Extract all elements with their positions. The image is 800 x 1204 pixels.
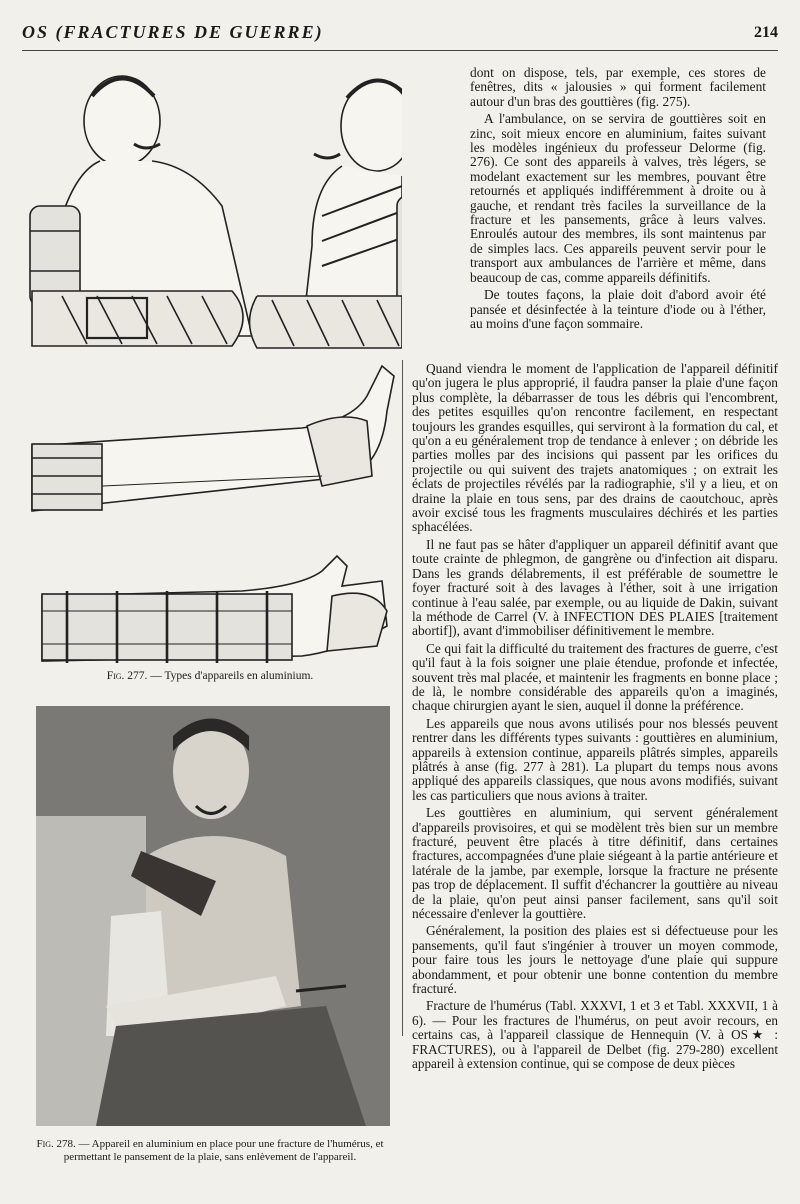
figure-277	[22, 66, 402, 666]
paragraph: Les gouttières en aluminium, qui servent généralement d'appareils provisoires, et qui se modèlent très bien sur un membre fracturé, peuvent être placés à titre définitif, dans certaines fractures, accompagnées d'une plaie siégeant à la partie antérieure et latérale de la jambe, par exemple, lorsque la fracture ne présente pas trop de déplacement. Il suffit d'échancrer la gouttière au niveau de la plaie, qu'on peut ainsi panser facilement, sans qu'il soit nécessaire d'enlever la gouttière.	[412, 805, 778, 922]
right-column-top	[470, 66, 766, 334]
paragraph: Généralement, la position des plaies est si défectueuse pour les pansements, qu'il faut s'ingénier à trouver un moyen commode, pour faire tous les jours le nettoyage d'une plaie qui suppure abondamment, et pour obtenir une bonne contention du membre fracturé.	[412, 923, 778, 997]
figure-278-caption	[30, 1138, 390, 1163]
figure-277-label: Fig. 277.	[106, 670, 148, 682]
section-humerus: Fracture de l'humérus (Tabl. XXXVI, 1 et 3 et Tabl. XXXVII, 1 à 6). — Pour les fractures de l'humérus, on peut avoir recours, en certains cas, à l'appareil classique de Hennequin (V. à OS★ : FRACTURES), ou à l'appareil de Delbet (fig. 279-280) excellent appareil à extension continue, qui se compose de deux pièces	[412, 998, 778, 1072]
paragraph: dont on dispose, tels, par exemple, ces stores de fenêtres, dits « jalousies » qui forment facilement autour d'un bras des gouttières (fig. 275).	[470, 65, 766, 109]
running-title: OS (FRACTURES DE GUERRE)	[22, 22, 324, 42]
page-header	[22, 22, 778, 48]
leg-splint-2	[42, 556, 387, 663]
figure-278-photo	[36, 706, 390, 1126]
figure-278-photo-art	[36, 706, 390, 1126]
header-rule	[22, 50, 778, 51]
figure-278-label: Fig. 278.	[36, 1138, 76, 1150]
paragraph: Les appareils que nous avons utilisés pour nos blessés peuvent rentrer dans les différents types suivants : gouttières en aluminium, appareils à extension continue, appareils plâtrés simples, appareils plâtrés à anse (fig. 277 à 281). La plupart du temps nous avons appliqué des appareils classiques, que nous avons modifiés, suivant les cas particuliers que nous avions à traiter.	[412, 715, 778, 803]
right-column-main	[412, 362, 778, 1075]
paragraph: Ce qui fait la difficulté du traitement des fractures de guerre, c'est qu'il faut à la fois soigner une plaie étendue, profonde et infectée, souvent très mal placée, et maintenir les fragments en bonne place ; de là, le nombre considérable des appareils qu'on a imaginés, chaque chirurgien ayant le sien, auquel il donne la préférence.	[412, 640, 778, 714]
man-arm-splint-left	[30, 76, 252, 346]
paragraph: De toutes façons, la plaie doit d'abord avoir été pansée et désinfectée à la teinture d'iode ou à l'éther, au moins d'une façon sommaire.	[470, 287, 766, 331]
column-divider	[402, 360, 403, 1036]
figure-277-caption-text: — Types d'appareils en aluminium.	[150, 670, 314, 682]
paragraph: Quand viendra le moment de l'application de l'appareil définitif qu'on jugera le plus approprié, il faudra panser la plaie d'une façon plus complète, la débarrasser de tous les débris qui l'encombrent, des petites esquilles qu'on rencontre facilement, en respectant toujours les grandes esquilles, qui serviront à la formation du cal, et qu'on a eu généralement trop de tendance à enlever ; on débride les parties molles par des incisions qui passent par les orifices du projectile ou qui suivent des trajets anatomiques ; on extrait les éclats de projectiles révélés par la radiographie, s'il y a lieu, et on draine la plaie en tous sens, par des drains de caoutchouc, après avoir excisé tous les fragments musculaires déchirés et les parties sphacélées.	[412, 361, 778, 535]
page-number: 214	[754, 24, 778, 41]
figure-278-caption-text: — Appareil en aluminium en place pour une fracture de l'humérus, et permettant le pansement de la plaie, sans enlèvement de l'appareil.	[63, 1138, 384, 1163]
paragraph: A l'ambulance, on se servira de gouttières soit en zinc, soit mieux encore en aluminium, faites suivant les modèles ingénieux du professeur Delorme (fig. 276). Ce sont des appareils à valves, très légers, se modelant exactement sur les membres, pouvant être retournés et appliqués indifféremment à droite ou à gauche, et rendant très faciles la surveillance de la fracture et les pansements, grâce à leurs valves. Enroulés autour des membres, ils sont maintenus par de simples lacs. Ces appareils peuvent servir pour le transport aux ambulances de l'arrière et même, dans beaucoup de cas, comme appareils définitifs.	[470, 111, 766, 285]
paragraph: Il ne faut pas se hâter d'appliquer un appareil définitif avant que toute crainte de phlegmon, de gangrène ou d'infection ait disparu. Dans les grands délabrements, il est préférable de soumettre le foyer fracturé soit à des lavages à l'éther, soit à une irrigation continue à l'eau salée, par exemple, ou au liquide de Dakin, suivant la méthode de Carrel (V. à INFECTION DES PLAIES [traitement abortif]), avant d'immobiliser définitivement le membre.	[412, 536, 778, 639]
leg-splint-1	[32, 366, 394, 511]
figure-277-drawings	[22, 66, 402, 666]
man-arm-splint-right	[250, 80, 403, 348]
figure-277-caption	[40, 670, 380, 683]
